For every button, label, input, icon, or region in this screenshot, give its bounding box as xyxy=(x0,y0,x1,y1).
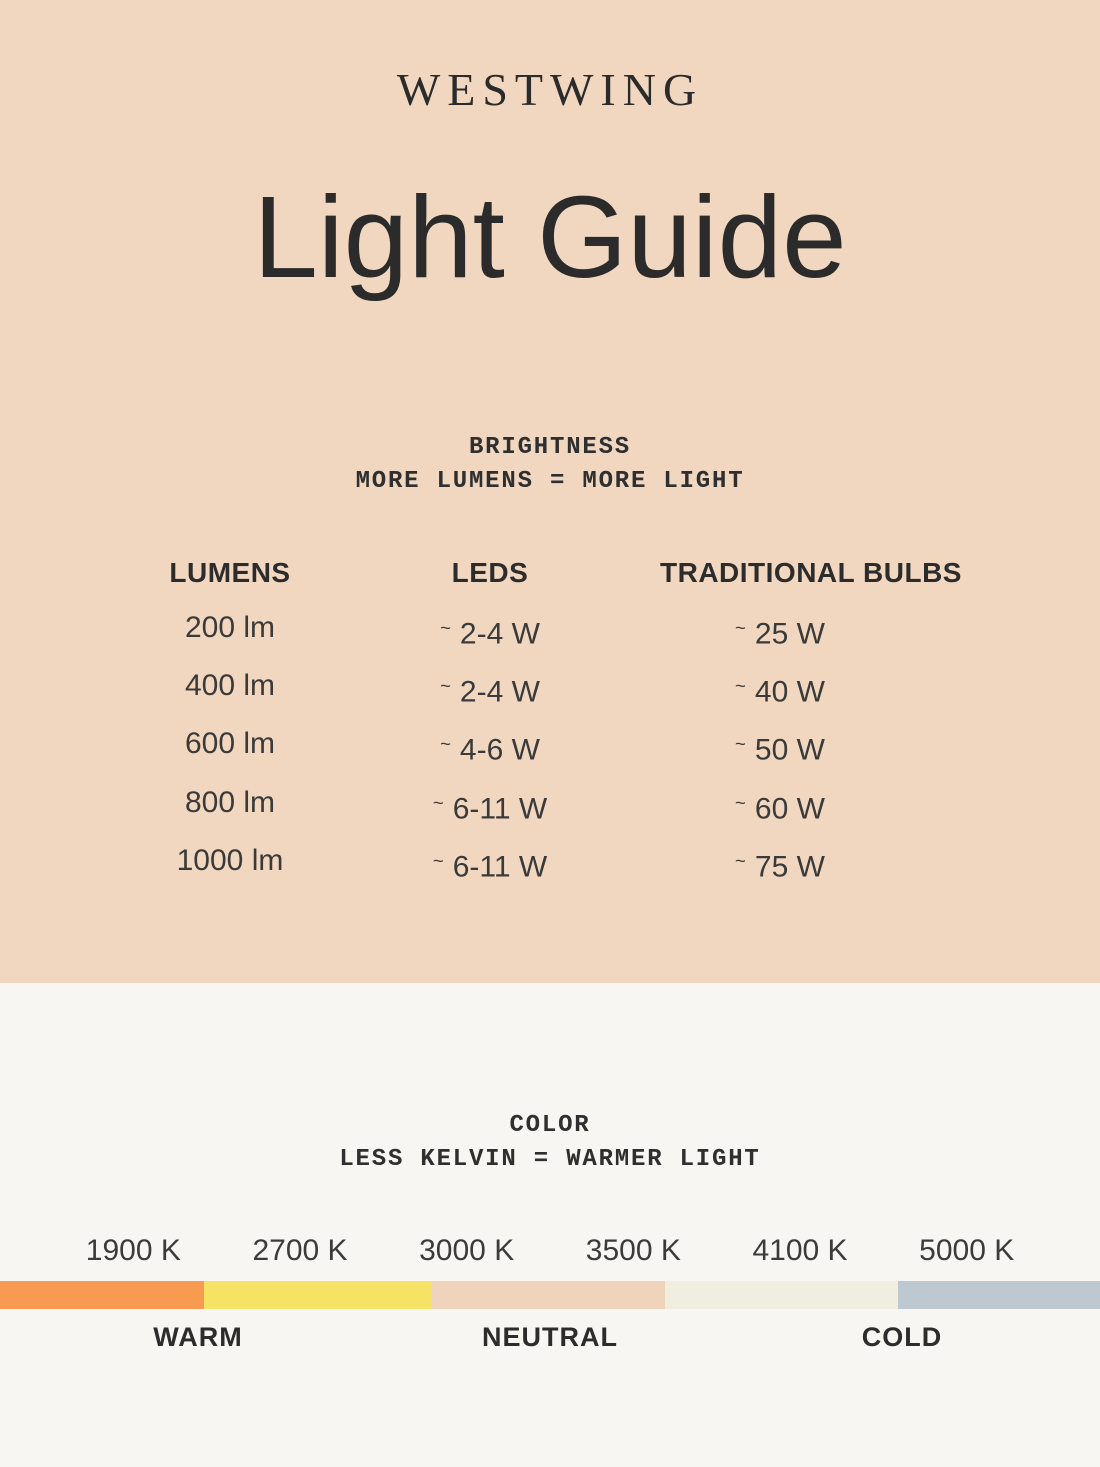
zone-label-cold: COLD xyxy=(861,1322,943,1352)
column-header-traditional-bulbs: TRADITIONAL BULBS xyxy=(660,556,962,588)
bulb-watts: 25 W xyxy=(754,617,825,651)
leds-value xyxy=(320,613,660,649)
bulbs-value xyxy=(660,671,900,707)
color-heading: COLOR xyxy=(509,1112,591,1139)
bulb-watts: 60 W xyxy=(754,792,825,826)
table-row xyxy=(140,671,900,707)
bulb-watts: 40 W xyxy=(754,675,825,709)
table-row xyxy=(140,846,900,882)
bulbs-value xyxy=(660,788,900,824)
table-header-row xyxy=(140,556,962,589)
approx-symbol: ~ xyxy=(735,850,746,872)
brightness-subheading: MORE LUMENS = MORE LIGHT xyxy=(355,467,745,495)
kelvin-label: 4100 K xyxy=(752,1234,848,1267)
temperature-zones-row xyxy=(0,1321,1100,1353)
approx-symbol: ~ xyxy=(432,850,444,872)
approx-symbol: ~ xyxy=(440,616,451,638)
leds-value xyxy=(320,671,660,707)
brightness-table xyxy=(140,556,962,884)
bulbs-value xyxy=(660,846,900,882)
bulbs-value xyxy=(660,729,900,765)
zone-label-warm: WARM xyxy=(153,1322,243,1352)
approx-symbol: ~ xyxy=(440,675,451,697)
kelvin-label: 1900 K xyxy=(85,1234,181,1267)
lumens-value: 1000 lm xyxy=(176,844,284,878)
color-section xyxy=(0,983,1100,1467)
column-header-lumens: LUMENS xyxy=(169,556,291,588)
leds-value xyxy=(320,788,660,824)
kelvin-label: 3500 K xyxy=(585,1234,681,1267)
approx-symbol: ~ xyxy=(735,675,746,697)
color-bar-segment xyxy=(898,1281,1100,1309)
leds-watts: 2-4 W xyxy=(459,675,540,709)
bulbs-value xyxy=(660,613,900,649)
approx-symbol: ~ xyxy=(735,733,746,755)
leds-value xyxy=(320,846,660,882)
color-bar-segment xyxy=(432,1281,665,1309)
kelvin-label: 5000 K xyxy=(919,1234,1015,1267)
color-bar-segment xyxy=(665,1281,897,1309)
approx-symbol: ~ xyxy=(735,616,746,638)
color-bar-segment xyxy=(0,1281,204,1309)
kelvin-labels-row xyxy=(0,1233,1100,1269)
table-row xyxy=(140,610,900,651)
brightness-intro xyxy=(0,431,1100,499)
approx-symbol: ~ xyxy=(432,791,444,813)
bulb-watts: 75 W xyxy=(754,850,825,884)
table-row xyxy=(140,785,900,826)
lumens-value: 400 lm xyxy=(184,669,276,703)
approx-symbol: ~ xyxy=(735,791,746,813)
lumens-value: 800 lm xyxy=(184,785,276,819)
leds-value xyxy=(320,729,660,765)
leds-watts: 4-6 W xyxy=(459,733,540,767)
page-title: Light Guide xyxy=(253,171,847,302)
zone-label-neutral: NEUTRAL xyxy=(482,1322,618,1352)
table-row xyxy=(140,729,900,765)
bulb-watts: 50 W xyxy=(754,733,825,767)
brightness-heading: BRIGHTNESS xyxy=(468,433,632,461)
brand-logo: WESTWING xyxy=(396,64,704,115)
leds-watts: 6-11 W xyxy=(452,850,548,884)
approx-symbol: ~ xyxy=(440,733,451,755)
kelvin-label: 3000 K xyxy=(419,1234,515,1267)
color-bar-segment xyxy=(204,1281,433,1309)
color-subheading: LESS KELVIN = WARMER LIGHT xyxy=(339,1146,761,1173)
leds-watts: 6-11 W xyxy=(452,792,548,826)
color-intro xyxy=(0,983,1100,1177)
leds-watts: 2-4 W xyxy=(459,617,540,651)
lumens-value: 600 lm xyxy=(184,727,276,761)
column-header-leds: LEDS xyxy=(451,556,529,588)
lumens-value: 200 lm xyxy=(184,610,276,644)
kelvin-label: 2700 K xyxy=(252,1234,348,1267)
kelvin-color-bar xyxy=(0,1281,1100,1309)
